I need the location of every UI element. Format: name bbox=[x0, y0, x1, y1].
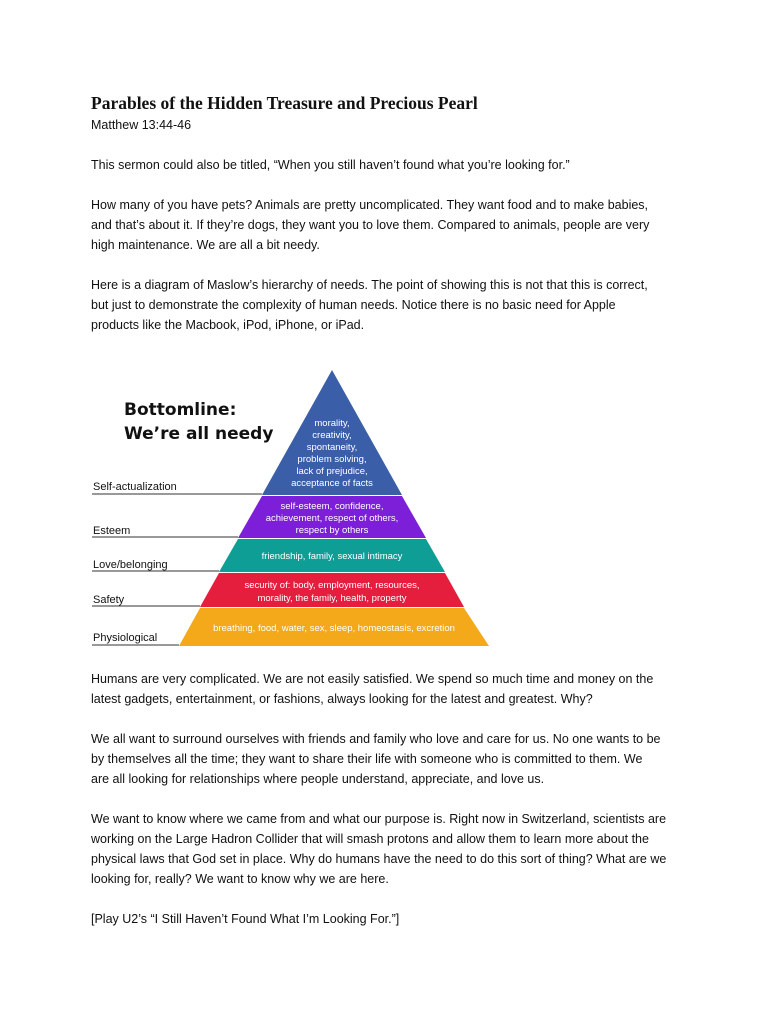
paragraph-line: and that’s about it. If they’re dogs, they want you to love them. Compared to animals, people are very bbox=[91, 218, 650, 232]
paragraph-line: looking for, really? We want to know why we are here. bbox=[91, 872, 389, 886]
paragraph bbox=[91, 155, 691, 175]
maslow-pyramid-svg bbox=[88, 366, 493, 650]
paragraph bbox=[91, 729, 691, 789]
band-text-self-actualization: problem solving, bbox=[297, 454, 367, 465]
band-text-physiological: breathing, food, water, sex, sleep, homeostasis, excretion bbox=[213, 623, 455, 634]
band-text-self-actualization: creativity, bbox=[312, 430, 352, 441]
paragraph-line: high maintenance. We are all a bit needy. bbox=[91, 238, 320, 252]
level-label-self-actualization: Self-actualization bbox=[93, 481, 177, 493]
paragraph-line: but just to demonstrate the complexity of human needs. Notice there is no basic need for Apple bbox=[91, 298, 616, 312]
paragraph-line: We want to know where we came from and what our purpose is. Right now in Switzerland, scientists are bbox=[91, 812, 667, 826]
band-text-esteem: achievement, respect of others, bbox=[265, 513, 399, 524]
paragraph-line: This sermon could also be titled, “When you still haven’t found what you’re looking for.” bbox=[91, 158, 570, 172]
band-text-safety: morality, the family, health, property bbox=[257, 593, 407, 604]
paragraph-line: latest gadgets, entertainment, or fashions, always looking for the latest and greatest. Why? bbox=[91, 692, 593, 706]
band-text-self-actualization: lack of prejudice, bbox=[296, 466, 368, 477]
diagram-heading-line-1: Bottomline: bbox=[124, 400, 237, 420]
paragraph-line: physical laws that God set in place. Why do humans have the need to do this sort of thing? What are we bbox=[91, 852, 667, 866]
paragraph-line: We all want to surround ourselves with friends and family who love and care for us. No one wants to be bbox=[91, 732, 661, 746]
paragraph-line: How many of you have pets? Animals are pretty uncomplicated. They want food and to make babies, bbox=[91, 198, 649, 212]
paragraph-line: working on the Large Hadron Collider that will smash protons and allow them to learn more about the bbox=[91, 832, 649, 846]
level-label-esteem: Esteem bbox=[93, 525, 131, 537]
paragraph bbox=[91, 195, 691, 255]
band-text-safety: security of: body, employment, resources, bbox=[244, 580, 420, 591]
diagram-heading-line-2: We’re all needy bbox=[124, 424, 274, 444]
band-text-love-belonging: friendship, family, sexual intimacy bbox=[261, 551, 403, 562]
band-text-self-actualization: spontaneity, bbox=[306, 442, 358, 453]
paragraph-line: are all looking for relationships where people understand, appreciate, and love us. bbox=[91, 772, 545, 786]
maslow-diagram bbox=[88, 366, 493, 650]
scripture-reference: Matthew 13:44-46 bbox=[91, 118, 192, 132]
band-text-esteem: respect by others bbox=[295, 525, 369, 536]
level-label-physiological: Physiological bbox=[93, 632, 158, 644]
paragraph bbox=[91, 275, 691, 335]
paragraph-line: Humans are very complicated. We are not easily satisfied. We spend so much time and money on the bbox=[91, 672, 654, 686]
level-label-safety: Safety bbox=[93, 594, 125, 606]
paragraph bbox=[91, 909, 691, 929]
band-text-self-actualization: morality, bbox=[314, 418, 350, 429]
band-text-self-actualization: acceptance of facts bbox=[291, 478, 373, 489]
paragraph bbox=[91, 669, 691, 709]
paragraph-line: [Play U2’s “I Still Haven’t Found What I’m Looking For.”] bbox=[91, 912, 400, 926]
document-title: Parables of the Hidden Treasure and Precious Pearl bbox=[91, 93, 478, 113]
paragraph-line: products like the Macbook, iPod, iPhone, or iPad. bbox=[91, 318, 365, 332]
paragraph bbox=[91, 809, 691, 889]
band-text-esteem: self-esteem, confidence, bbox=[280, 501, 384, 512]
level-label-love-belonging: Love/belonging bbox=[93, 559, 168, 571]
paragraph-line: Here is a diagram of Maslow’s hierarchy of needs. The point of showing this is not that this is correct, bbox=[91, 278, 648, 292]
paragraph-line: by themselves all the time; they want to share their life with someone who is committed to them. We bbox=[91, 752, 643, 766]
